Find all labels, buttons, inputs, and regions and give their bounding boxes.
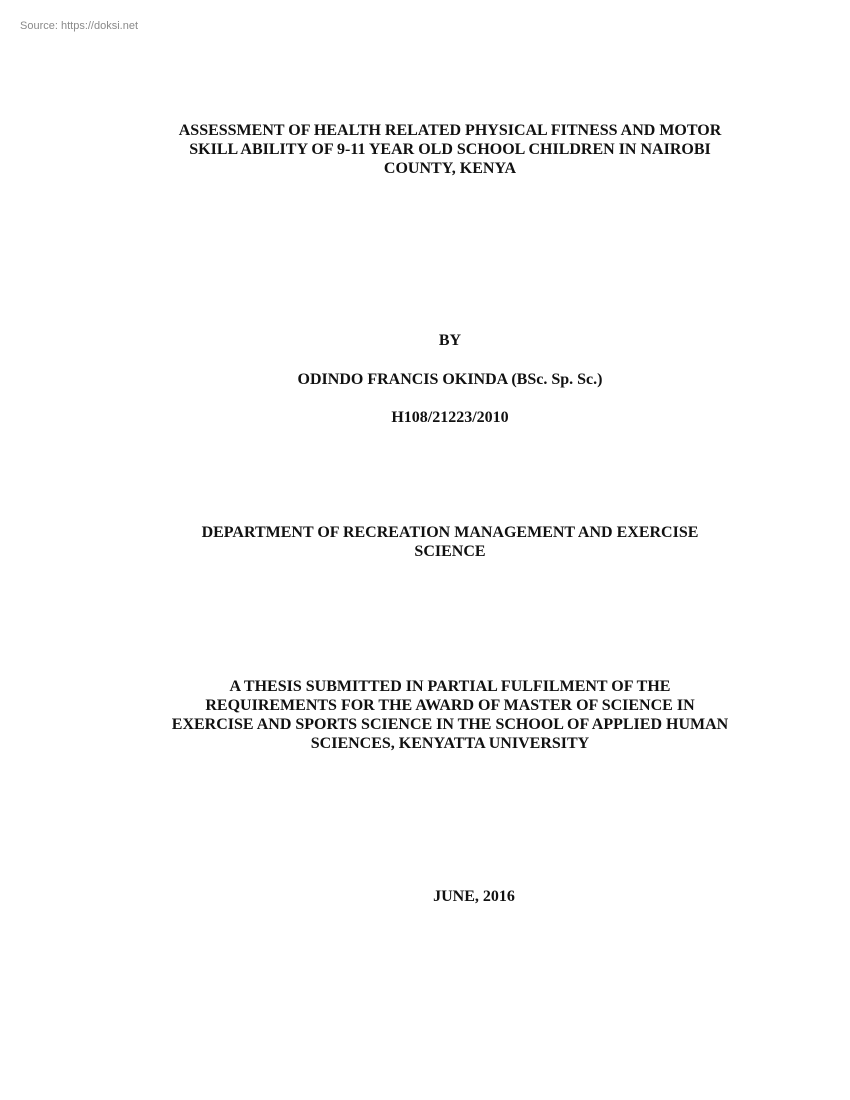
title-line: COUNTY, KENYA [383, 160, 517, 177]
submission-date: JUNE, 2016 [433, 888, 515, 905]
title-line: SKILL ABILITY OF 9-11 YEAR OLD SCHOOL CHILDREN IN NAIROBI [189, 141, 711, 158]
statement-line: REQUIREMENTS FOR THE AWARD OF MASTER OF SCIENCE IN [205, 697, 695, 714]
by-label: BY [438, 332, 462, 349]
registration-number: H108/21223/2010 [391, 409, 509, 426]
statement-line: SCIENCES, KENYATTA UNIVERSITY [310, 735, 590, 752]
statement-line: A THESIS SUBMITTED IN PARTIAL FULFILMENT OF THE [229, 678, 671, 695]
author-name: ODINDO FRANCIS OKINDA (BSc. Sp. Sc.) [297, 371, 603, 388]
statement-line: EXERCISE AND SPORTS SCIENCE IN THE SCHOOL OF APPLIED HUMAN [171, 716, 729, 733]
department-line: SCIENCE [414, 543, 486, 560]
title-line: ASSESSMENT OF HEALTH RELATED PHYSICAL FITNESS AND MOTOR [178, 122, 722, 139]
thesis-title [150, 121, 750, 178]
department-line: DEPARTMENT OF RECREATION MANAGEMENT AND EXERCISE [201, 524, 699, 541]
department [150, 523, 750, 561]
source-watermark: Source: https://doksi.net [20, 20, 139, 32]
submission-statement [150, 677, 750, 753]
